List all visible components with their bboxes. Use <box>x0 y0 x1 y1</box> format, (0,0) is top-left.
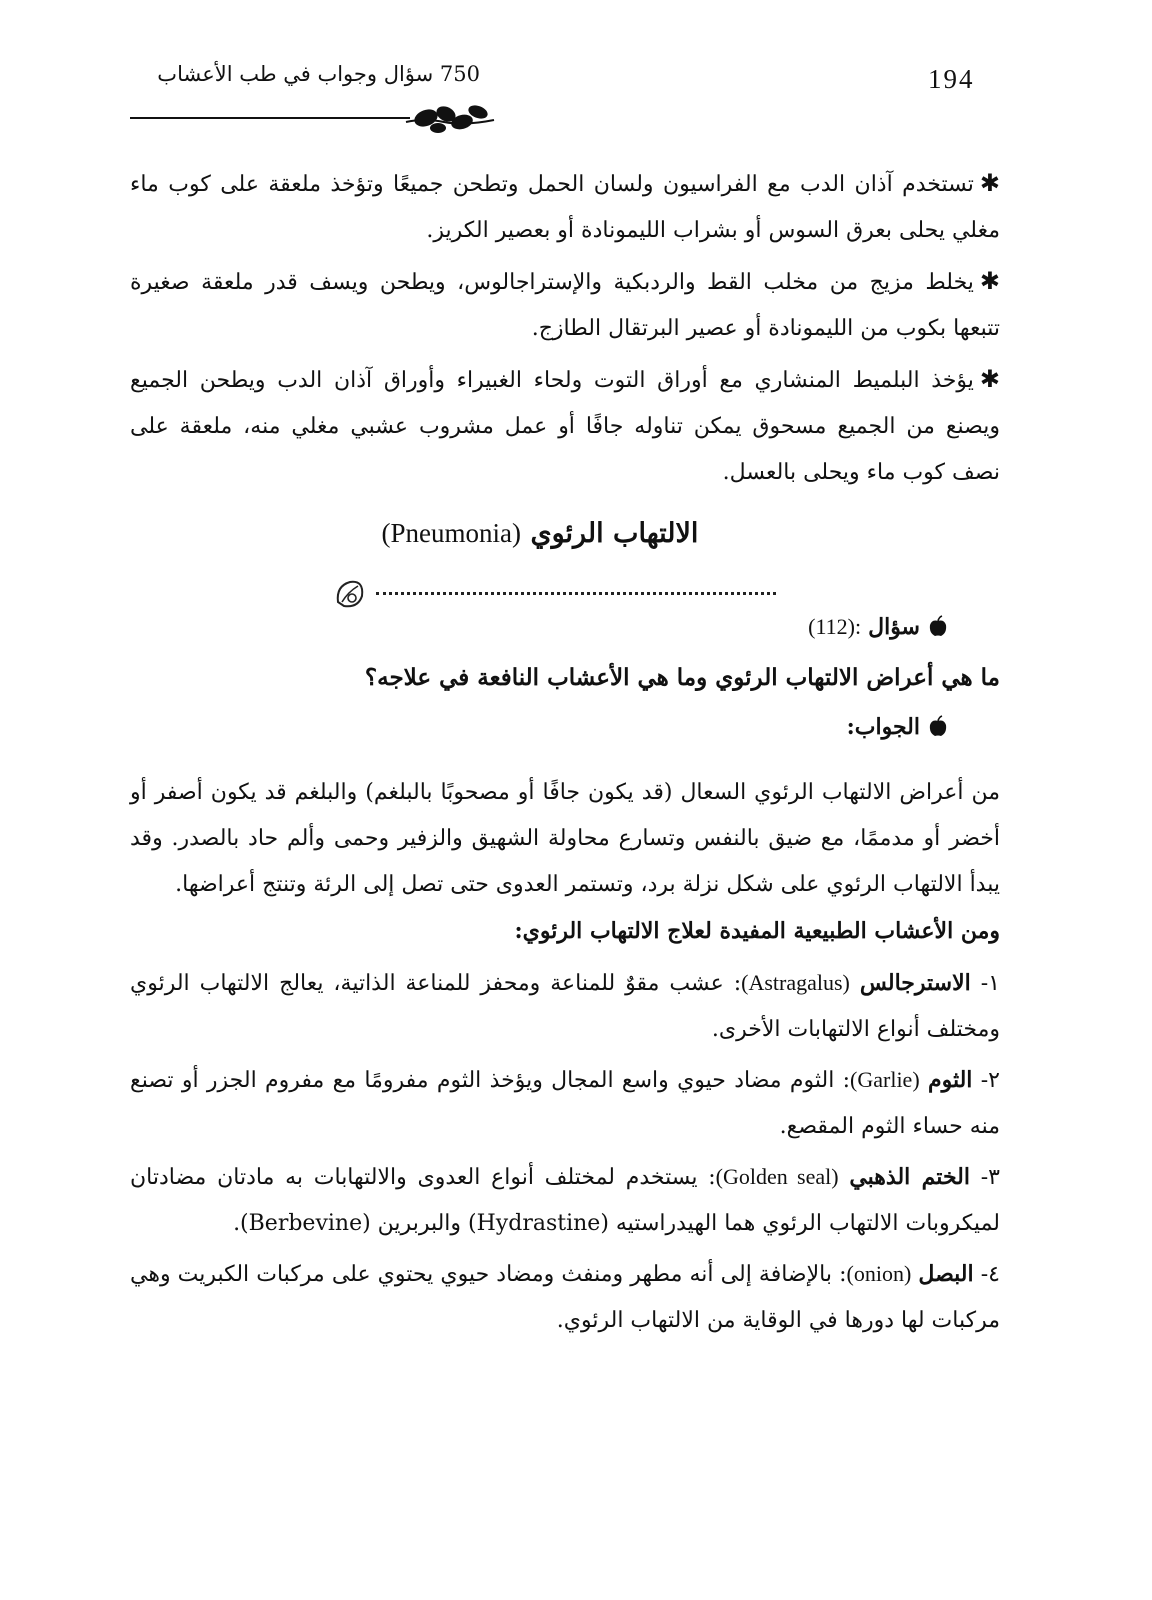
apple-icon <box>928 715 948 737</box>
running-title: 750 سؤال وجواب في طب الأعشاب <box>157 62 480 86</box>
question-label-line: سؤال (112): <box>808 614 948 640</box>
herbs-intro: ومن الأعشاب الطبيعية المفيدة لعلاج الالتهاب الرئوي: <box>514 918 1000 944</box>
page-number: 194 <box>928 64 975 94</box>
intro-block <box>130 160 1000 496</box>
herb-item: ٤- البصل (onion): بالإضافة إلى أنه مطهر ومنفث ومضاد حيوي يحتوي على مركبات الكبريت وهي مركبات لها دورها في الوقاية من الالتهاب الرئوي. <box>130 1261 1000 1333</box>
answer-paragraph: من أعراض الالتهاب الرئوي السعال (قد يكون جافًا أو مصحوبًا بالبلغم) والبلغم قد يكون أصفر أو أخضر أو مدممًا، مع ضيق بالنفس وتسارع محاولة الشهيق والزفير وحمى وألم حاد بالصدر. وقد يبدأ الالتهاب الرئوي على شكل نزلة برد، وتستمر العدوى حتى تصل إلى الرئة وتنتج أعراضها. <box>130 780 1000 897</box>
star-bullet-icon: ✱ <box>979 169 1000 197</box>
intro-paragraph-2: ✱يخلط مزيج من مخلب القط والردبكية والإستراجالوس، ويطحن ويسف قدر ملعقة صغيرة تتبعها بكوب من الليمونادة أو عصير البرتقال الطازج. <box>130 267 1000 341</box>
dotted-divider <box>376 592 776 595</box>
star-bullet-icon: ✱ <box>979 365 1000 393</box>
question-text: ما هي أعراض الالتهاب الرئوي وما هي الأعشاب النافعة في علاجه؟ <box>364 664 1000 691</box>
section-heading: الالتهاب الرئوي (Pneumonia) <box>381 518 699 549</box>
intro-paragraph-3: ✱يؤخذ البلميط المنشاري مع أوراق التوت ولحاء الغبيراء وأوراق آذان الدب ويطحن الجميع ويصنع من الجميع مسحوق يمكن تناوله جافًا أو عمل مشروب عشبي مغلي منه، ملعقة على نصف كوب ماء ويحلى بالعسل. <box>130 365 1000 485</box>
herb-item: ١- الاسترجالس (Astragalus): عشب مقوٌ للمناعة ومحفز للمناعة الذاتية، يعالج الالتهاب الرئوي ومختلف أنواع الالتهابات الأخرى. <box>130 970 1000 1042</box>
answer-label-line: الجواب: <box>847 714 948 740</box>
leaf-ornament-icon <box>404 98 496 136</box>
apple-icon <box>928 615 948 637</box>
herb-item: ٣- الختم الذهبي (Golden seal): يستخدم لمختلف أنواع العدوى والالتهابات به مادتان مضادتان لميكروبات الالتهاب الرئوي هما الهيدراستيه (Hydrastine) والبربرين (Berbevine). <box>130 1164 1000 1236</box>
answer-block <box>130 770 1000 1344</box>
leaf-icon <box>330 574 370 614</box>
header-rule <box>130 117 410 119</box>
intro-paragraph-1: ✱تستخدم آذان الدب مع الفراسيون ولسان الحمل وتطحن جميعًا وتؤخذ ملعقة على كوب ماء مغلي يحلى بعرق السوس أو بشراب الليمونادة أو بعصير الكريز. <box>130 169 1000 243</box>
herb-item: ٢- الثوم (Garlie): الثوم مضاد حيوي واسع المجال ويؤخذ الثوم مفرومًا مع مفروم الجزر أو تصنع منه حساء الثوم المقصع. <box>130 1067 1000 1139</box>
star-bullet-icon: ✱ <box>979 267 1000 295</box>
